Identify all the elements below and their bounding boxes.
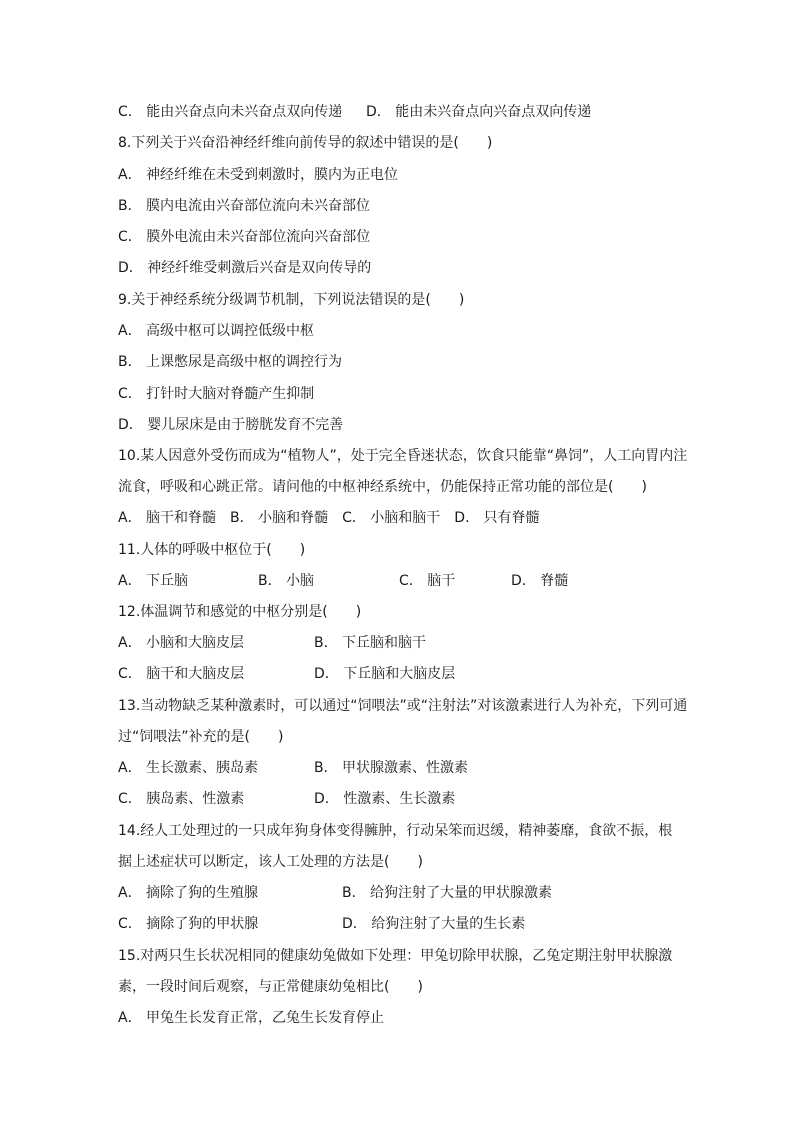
q8-option-a: A． 神经纤维在未受到刺激时，膜内为正电位 (118, 167, 399, 183)
q7-option-d: D． 能由未兴奋点向兴奋点双向传递 (366, 104, 592, 120)
q15-stem-line1: 15.对两只生长状况相同的健康幼兔做如下处理：甲兔切除甲状腺，乙兔定期注射甲状腺激 (118, 948, 673, 964)
q8-option-c: C． 膜外电流由未兴奋部位流向兴奋部位 (118, 229, 371, 245)
q12-stem: 12.体温调节和感觉的中枢分别是( ) (118, 604, 362, 620)
q14-stem-line1: 14.经人工处理过的一只成年狗身体变得臃肿，行动呆笨而迟缓，精神萎靡，食欲不振，根 (118, 823, 673, 839)
q11-stem: 11.人体的呼吸中枢位于( ) (118, 542, 306, 558)
q13-option-c: C． 胰岛素、性激素 (118, 791, 245, 807)
q13-option-a: A． 生长激素、胰岛素 (118, 760, 259, 776)
q14-option-b: B． 给狗注射了大量的甲状腺激素 (342, 885, 553, 901)
q14-stem-line2: 据上述症状可以断定，该人工处理的方法是( ) (118, 854, 423, 870)
q9-option-b: B． 上课憋尿是高级中枢的调控行为 (118, 354, 343, 370)
q9-option-c: C． 打针时大脑对脊髓产生抑制 (118, 386, 315, 402)
q9-stem: 9.关于神经系统分级调节机制，下列说法错误的是( ) (118, 292, 465, 308)
q8-option-d: D． 神经纤维受刺激后兴奋是双向传导的 (118, 260, 372, 276)
q12-option-b: B． 下丘脑和脑干 (314, 635, 427, 651)
q14-option-a: A． 摘除了狗的生殖腺 (118, 885, 259, 901)
q14-option-d: D． 给狗注射了大量的生长素 (342, 916, 526, 932)
q9-option-d: D． 婴儿尿床是由于膀胱发育不完善 (118, 417, 344, 433)
q7-option-c: C． 能由兴奋点向未兴奋点双向传递 (118, 104, 343, 120)
q10-stem-line1: 10.某人因意外受伤而成为“植物人”，处于完全昏迷状态，饮食只能靠“鼻饲”，人工向胃内注 (118, 448, 688, 464)
q11-option-b: B． 小脑 (258, 573, 315, 589)
q13-option-b: B． 甲状腺激素、性激素 (314, 760, 469, 776)
q10-stem-line2: 流食，呼吸和心跳正常。请问他的中枢神经系统中，仍能保持正常功能的部位是( ) (118, 479, 647, 495)
q8-option-b: B． 膜内电流由兴奋部位流向未兴奋部位 (118, 198, 371, 214)
q13-option-d: D． 性激素、生长激素 (314, 791, 456, 807)
q8-stem: 8.下列关于兴奋沿神经纤维向前传导的叙述中错误的是( ) (118, 135, 493, 151)
q13-stem-line1: 13.当动物缺乏某种激素时，可以通过“饲喂法”或“注射法”对该激素进行人为补充，下列可通 (118, 698, 688, 714)
q9-option-a: A． 高级中枢可以调控低级中枢 (118, 323, 315, 339)
q12-option-c: C． 脑干和大脑皮层 (118, 666, 245, 682)
q12-option-a: A． 小脑和大脑皮层 (118, 635, 245, 651)
q10-options: A． 脑干和脊髓 B． 小脑和脊髓 C． 小脑和脑干 D． 只有脊髓 (118, 510, 540, 526)
q15-option-a: A． 甲兔生长发育正常，乙兔生长发育停止 (118, 1010, 385, 1026)
q15-stem-line2: 素，一段时间后观察，与正常健康幼兔相比( ) (118, 979, 423, 995)
q11-option-c: C． 脑干 (399, 573, 456, 589)
q12-option-d: D． 下丘脑和大脑皮层 (314, 666, 456, 682)
q11-option-a: A． 下丘脑 (118, 573, 189, 589)
q13-stem-line2: 过“饲喂法”补充的是( ) (118, 729, 284, 745)
q14-option-c: C． 摘除了狗的甲状腺 (118, 916, 259, 932)
q11-option-d: D． 脊髓 (511, 573, 569, 589)
